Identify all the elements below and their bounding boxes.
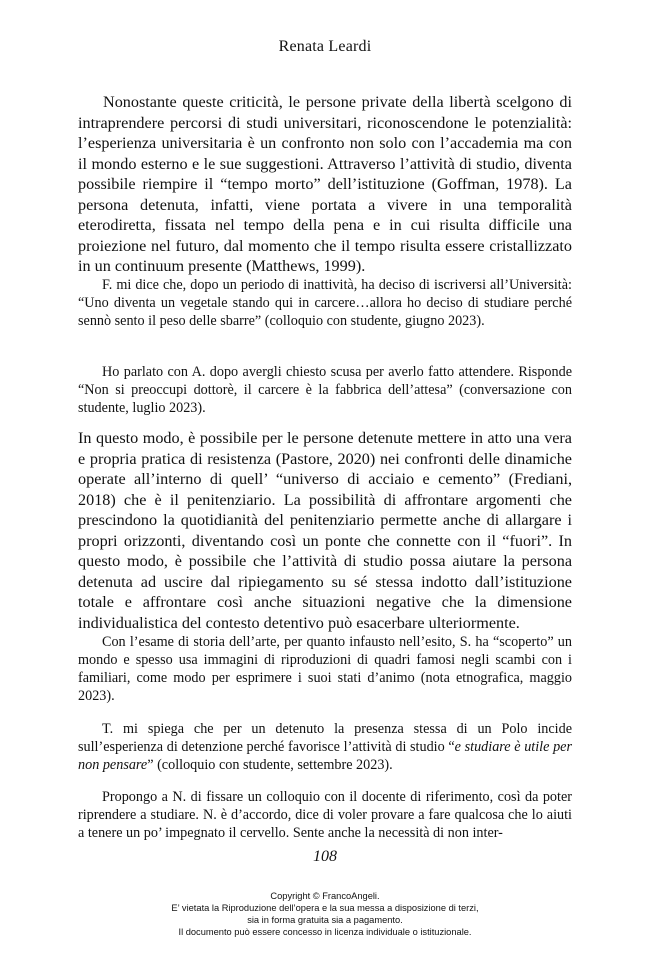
page-number: 108 bbox=[313, 848, 337, 865]
note-student-s: Con l’esame di storia dell’arte, per quanto infausto nell’esito, S. ha “scoperto” un mondo e spesso usa immagini di riproduzioni di quadri famosi negli scambi con i familiari, come modo per esprimere i suoi stati d’animo (nota etnografica, maggio 2023). bbox=[78, 634, 572, 704]
quote-student-a: Ho parlato con A. dopo avergli chiesto scusa per averlo fatto attendere. Risponde “Non si preoccupi dottorè, il carcere è la fabbrica dell’attesa” (conversazione con studente, luglio 2023). bbox=[78, 364, 572, 416]
quote-t-citation: ” (colloquio con studente, settembre 2023). bbox=[147, 757, 393, 773]
paragraph-intro: Nonostante queste criticità, le persone private della libertà scelgono di intraprendere percorsi di studi universitari, riconoscendone le potenzialità: l’esperienza universitaria è un confronto non solo con l’accademia ma con il mondo esterno e le sue suggestioni. Attraverso l’attività di studio, diventa possibile riempire il “tempo morto” dell’istituzione (Goffman, 1978). La persona detenuta, infatti, viene portata a vivere in una temporalità eterodiretta, fissata nel tempo della pena e in cui risulta difficile una proiezione nel futuro, dal momento che il tempo risulta essere cristallizzato in un continuum presente (Matthews, 1999). bbox=[78, 93, 572, 275]
paragraph-resistance: In questo modo, è possibile per le persone detenute mettere in atto una vera e propria pratica di resistenza (Pastore, 2020) nei confronti delle dinamiche operate all’interno di quell’ “universo di acciaio e cemento” (Frediani, 2018) che è il penitenziario. La possibilità di affrontare argomenti che prescindono la quotidianità del penitenziario permette anche di allargare i propri orizzonti, diventando così un ponte che connette con il “fuori”. In questo modo, è possibile che l’attività di studio possa aiutare la persona detenuta ad uscire dal ripiegamento su sé stessa indotto dall’istituzione totale e affrontare così anche situazioni negative che la dimensione individualistica del contesto detentivo può esacerbare ulteriormente. bbox=[78, 429, 572, 632]
note-student-n: Propongo a N. di fissare un colloquio con il docente di riferimento, così da poter riprendere a studiare. N. è d’accordo, dice di voler provare a fare qualcosa che lo aiuti a tenere un po’ impegnato il cervello. Sente anche la necessità di non inter- bbox=[78, 789, 572, 841]
quote-student-t bbox=[78, 720, 572, 774]
copyright-notice bbox=[0, 890, 650, 938]
copyright-line: Copyright © FrancoAngeli. bbox=[270, 891, 380, 901]
quote-student-f: F. mi dice che, dopo un periodo di inattività, ha deciso di iscriversi all’Università: “Uno diventa un vegetale stando qui in carcere…allora ho deciso di studiare perché sennò sento il peso delle sbarre” (colloquio con studente, giugno 2023). bbox=[78, 277, 572, 329]
quote-t-text: T. mi spiega che per un detenuto la presenza stessa di un Polo incide sull’esperienza di detenzione perché favorisce l’attività di studio “ bbox=[78, 721, 572, 755]
copyright-line: E’ vietata la Riproduzione dell’opera e la sua messa a disposizione di terzi, bbox=[171, 903, 479, 913]
running-header: Renata Leardi bbox=[278, 38, 372, 55]
copyright-line: sia in forma gratuita sia a pagamento. bbox=[247, 915, 403, 925]
quote-t-italic: e studiare è utile per non pensare bbox=[78, 739, 572, 773]
copyright-line: Il documento può essere concesso in licenza individuale o istituzionale. bbox=[178, 927, 472, 937]
